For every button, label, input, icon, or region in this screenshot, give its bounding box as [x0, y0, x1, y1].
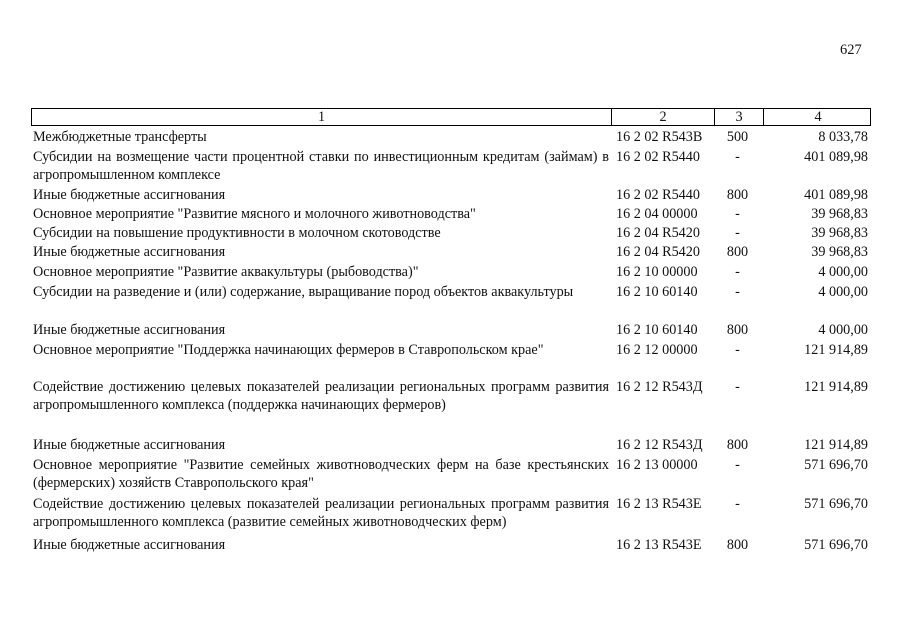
row-vr: 500	[726, 129, 749, 145]
row-code: 16 2 04 R5420	[616, 225, 700, 241]
row-sum: 39 968,83	[811, 206, 868, 222]
row-vr: -	[735, 379, 740, 395]
row-sum: 571 696,70	[804, 457, 868, 473]
row-sum: 571 696,70	[804, 496, 868, 512]
row-vr: 800	[726, 244, 749, 260]
header-col-2: 2	[611, 109, 714, 125]
row-vr: 800	[726, 437, 749, 453]
row-code: 16 2 12 R543Д	[616, 437, 703, 453]
row-name: Основное мероприятие "Развитие аквакультуры (рыбоводства)"	[33, 264, 419, 280]
row-code: 16 2 13 R543E	[616, 537, 702, 553]
row-name: Субсидии на возмещение части процентной ставки по инвестиционным кредитам (займам) в агропромышленном комплексе	[33, 149, 609, 183]
row-vr: -	[735, 149, 740, 165]
header-col-3: 3	[714, 109, 763, 125]
row-name: Субсидии на разведение и (или) содержание, выращивание пород объектов аквакультуры	[33, 284, 574, 300]
row-sum: 401 089,98	[804, 149, 868, 165]
row-code: 16 2 04 R5420	[616, 244, 700, 260]
row-name: Основное мероприятие "Развитие мясного и молочного животноводства"	[33, 206, 476, 222]
row-code: 16 2 10 60140	[616, 284, 698, 300]
header-col-1: 1	[317, 109, 326, 125]
row-sum: 121 914,89	[804, 342, 868, 358]
table-header	[31, 108, 871, 126]
row-sum: 8 033,78	[818, 129, 868, 145]
row-name: Иные бюджетные ассигнования	[33, 322, 226, 338]
row-sum: 4 000,00	[818, 264, 868, 280]
row-name: Содействие достижению целевых показателей реализации региональных программ развития агропромышленного комплекса (поддержка начинающих фермеров)	[33, 379, 609, 413]
row-vr: -	[735, 225, 740, 241]
row-sum: 121 914,89	[804, 437, 868, 453]
row-code: 16 2 02 R5440	[616, 149, 700, 165]
row-code: 16 2 13 00000	[616, 457, 698, 473]
header-col-4: 4	[763, 109, 872, 125]
row-name: Иные бюджетные ассигнования	[33, 537, 226, 553]
row-sum: 39 968,83	[811, 244, 868, 260]
row-name: Субсидии на повышение продуктивности в молочном скотоводстве	[33, 225, 441, 241]
row-code: 16 2 12 00000	[616, 342, 698, 358]
row-name: Иные бюджетные ассигнования	[33, 187, 226, 203]
row-code: 16 2 13 R543E	[616, 496, 702, 512]
row-vr: -	[735, 206, 740, 222]
row-vr: -	[735, 342, 740, 358]
row-code: 16 2 10 60140	[616, 322, 698, 338]
row-code: 16 2 02 R5440	[616, 187, 700, 203]
row-vr: 800	[726, 187, 749, 203]
row-vr: 800	[726, 322, 749, 338]
page-number: 627	[840, 42, 862, 58]
row-sum: 401 089,98	[804, 187, 868, 203]
row-sum: 4 000,00	[818, 322, 868, 338]
row-vr: 800	[726, 537, 749, 553]
row-name: Основное мероприятие "Развитие семейных животноводческих ферм на базе крестьянских (фермерских) хозяйств Ставропольского края"	[33, 457, 609, 491]
row-vr: -	[735, 496, 740, 512]
row-vr: -	[735, 457, 740, 473]
row-sum: 121 914,89	[804, 379, 868, 395]
row-name: Иные бюджетные ассигнования	[33, 437, 226, 453]
row-vr: -	[735, 264, 740, 280]
row-sum: 4 000,00	[818, 284, 868, 300]
row-code: 16 2 04 00000	[616, 206, 698, 222]
row-name: Основное мероприятие "Поддержка начинающих фермеров в Ставропольском крае"	[33, 342, 544, 358]
row-code: 16 2 12 R543Д	[616, 379, 703, 395]
row-name: Иные бюджетные ассигнования	[33, 244, 226, 260]
row-name: Содействие достижению целевых показателей реализации региональных программ развития агропромышленного комплекса (развитие семейных животноводческих ферм)	[33, 496, 609, 530]
row-name: Межбюджетные трансферты	[33, 129, 207, 145]
row-sum: 39 968,83	[811, 225, 868, 241]
row-code: 16 2 02 R543B	[616, 129, 703, 145]
row-vr: -	[735, 284, 740, 300]
row-code: 16 2 10 00000	[616, 264, 698, 280]
row-sum: 571 696,70	[804, 537, 868, 553]
